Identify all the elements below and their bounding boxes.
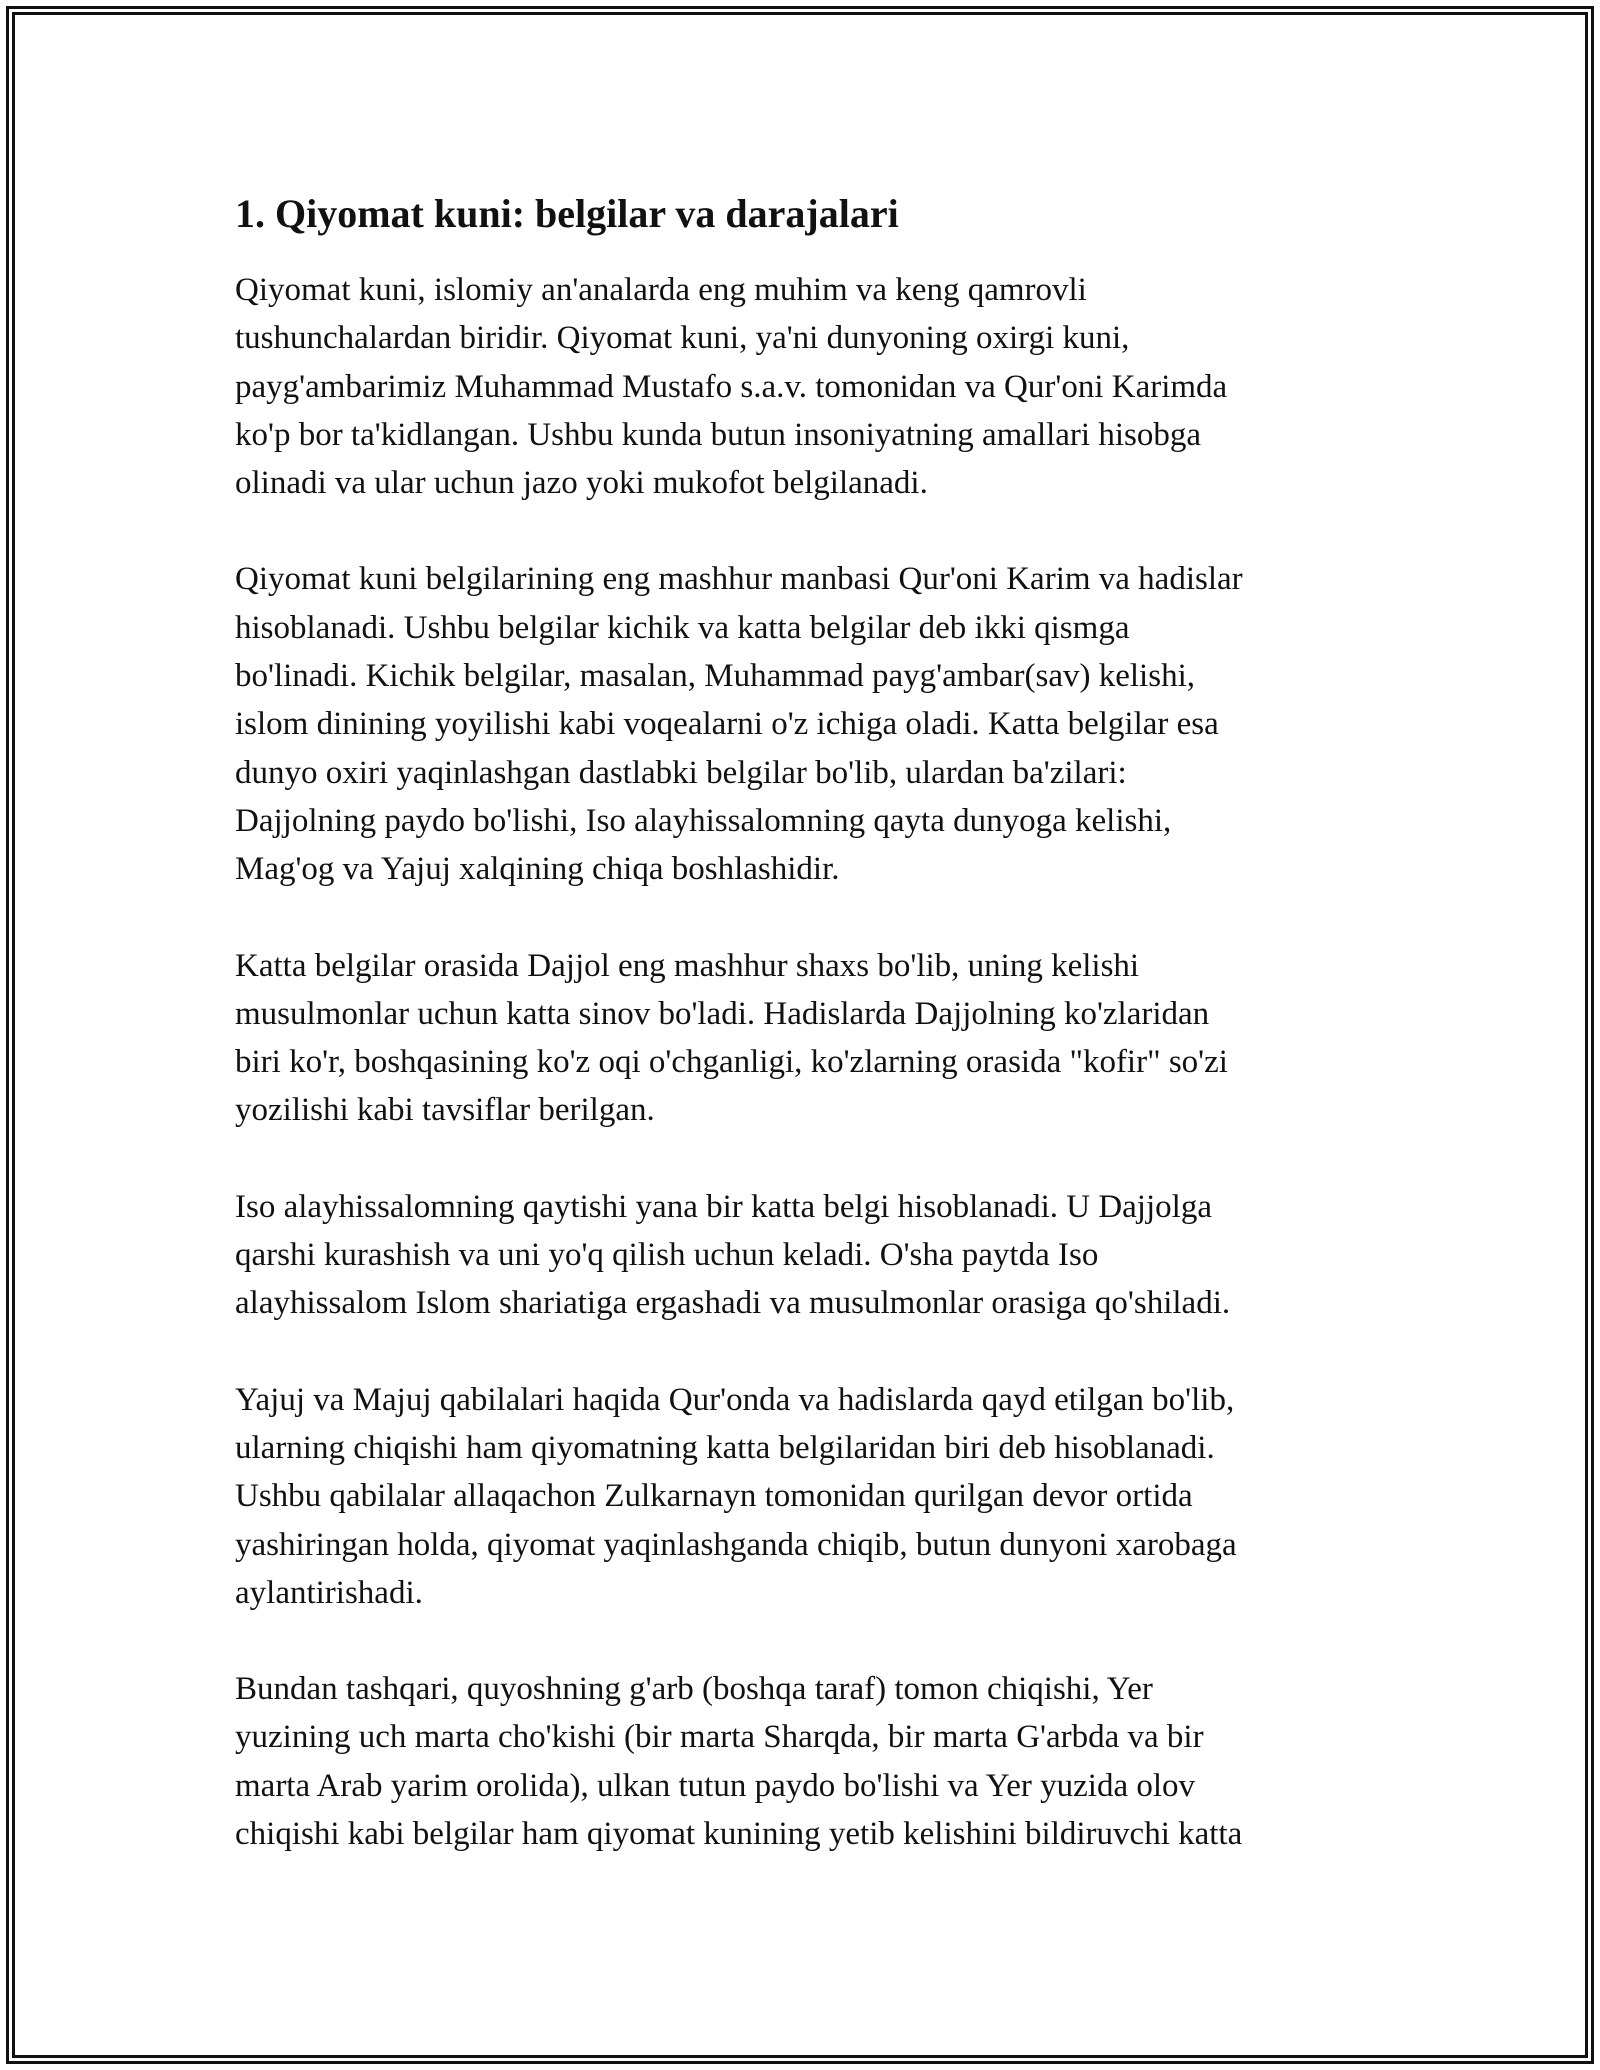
paragraph-6: Bundan tashqari, quyoshning g'arb (boshqa taraf) tomon chiqishi, Yer yuzining uch marta cho'kishi (bir marta Sharqda, bir marta G'arbda va bir marta Arab yarim orolida), ulkan tutun paydo bo'lishi va Yer yuzida olov chiqishi kabi belgilar ham qiyomat kunining yetib kelishini bildiruvchi katta — [235, 1671, 1243, 1853]
document-body — [235, 186, 1365, 1906]
paragraph-5: Yajuj va Majuj qabilalari haqida Qur'onda va hadislarda qayd etilgan bo'lib, ularning chiqishi ham qiyomatning katta belgilaridan biri deb hisoblanadi. Ushbu qabilalar allaqachon Zulkarnayn tomonidan qurilgan devor ortida yashiringan holda, qiyomat yaqinlashganda chiqib, butun dunyoni xarobaga aylantirishadi. — [235, 1381, 1237, 1611]
paragraph-3: Katta belgilar orasida Dajjol eng mashhur shaxs bo'lib, uning kelishi musulmonlar uchun katta sinov bo'ladi. Hadislarda Dajjolning ko'zlaridan biri ko'r, boshqasining ko'z oqi o'chganligi, ko'zlarning orasida "kofir" so'zi yozilishi kabi tavsiflar berilgan. — [235, 947, 1228, 1129]
paragraph-1: Qiyomat kuni, islomiy an'analarda eng muhim va keng qamrovli tushunchalardan biridir. Qiyomat kuni, ya'ni dunyoning oxirgi kuni, payg'ambarimiz Muhammad Mustafo s.a.v. tomonidan va Qur'oni Karimda ko'p bor ta'kidlangan. Ushbu kunda butun insoniyatning amallari hisobga olinadi va ular uchun jazo yoki mukofot belgilanadi. — [235, 272, 1228, 502]
section-heading: 1. Qiyomat kuni: belgilar va darajalari — [235, 191, 899, 236]
paragraph-2: Qiyomat kuni belgilarining eng mashhur manbasi Qur'oni Karim va hadislar hisoblanadi. Ushbu belgilar kichik va katta belgilar deb ikki qismga bo'linadi. Kichik belgilar, masalan, Muhammad payg'ambar(sav) kelishi, islom dinining yoyilishi kabi voqealarni o'z ichiga oladi. Katta belgilar esa dunyo oxiri yaqinlashgan dastlabki belgilar bo'lib, ulardan ba'zilari: Dajjolning paydo bo'lishi, Iso alayhissalomning qayta dunyoga kelishi, Mag'og va Yajuj xalqining chiqa boshlashidir. — [235, 561, 1243, 888]
paragraph-4: Iso alayhissalomning qaytishi yana bir katta belgi hisoblanadi. U Dajjolga qarshi kurashish va uni yo'q qilish uchun keladi. O'sha paytda Iso alayhissalom Islom shariatiga ergashadi va musulmonlar orasiga qo'shiladi. — [235, 1188, 1231, 1322]
